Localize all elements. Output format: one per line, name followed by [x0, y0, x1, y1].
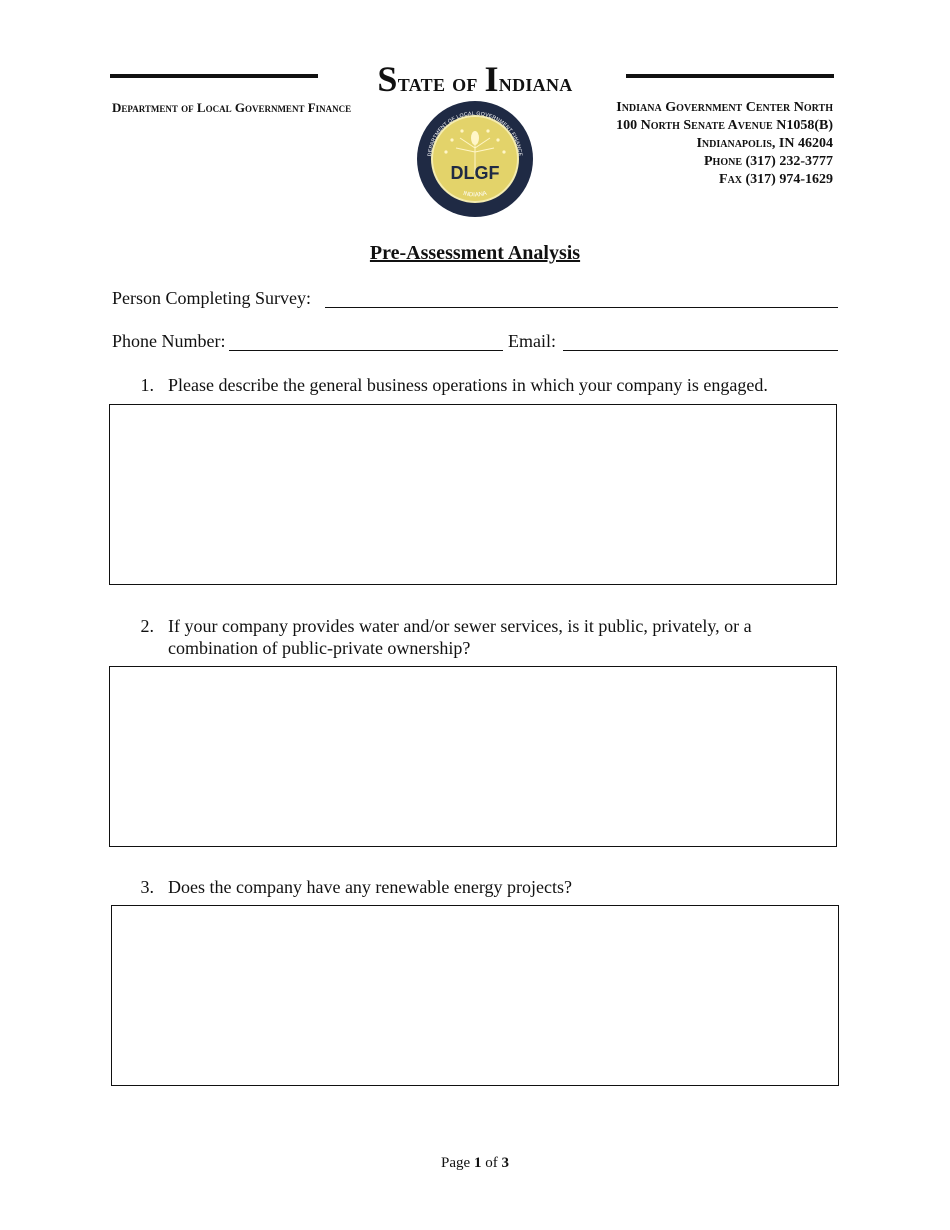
address-line-2: 100 North Senate Avenue N1058(B)	[616, 118, 833, 133]
department-name: Department of Local Government Finance	[112, 100, 352, 115]
address-line-1: Indiana Government Center North	[616, 100, 833, 115]
seal-center-text: DLGF	[450, 163, 500, 183]
question-2-text: If your company provides water and/or sewer services, is it public, privately, or a combination of public-private ownership?	[168, 616, 752, 658]
address-phone: Phone (317) 232-3777	[704, 154, 833, 169]
person-completing-field[interactable]	[325, 287, 838, 308]
page-number: Page 1 of 3	[441, 1155, 509, 1171]
person-completing-label: Person Completing Survey:	[112, 288, 311, 308]
phone-number-field[interactable]	[229, 330, 503, 351]
question-2-number: 2.	[140, 616, 154, 636]
email-label: Email:	[508, 331, 556, 351]
question-3-text: Does the company have any renewable energy projects?	[168, 877, 572, 897]
question-2-answer-box[interactable]	[109, 666, 837, 847]
header-rule-right	[626, 74, 834, 78]
form-title: Pre-Assessment Analysis	[369, 242, 581, 264]
question-3-number: 3.	[140, 877, 154, 897]
question-1-number: 1.	[140, 375, 154, 395]
seal-ring-bottom-text: INDIANA	[462, 190, 488, 199]
question-1-text: Please describe the general business operations in which your company is engaged.	[168, 375, 768, 395]
phone-number-label: Phone Number:	[112, 331, 226, 351]
header-rule-left	[110, 74, 318, 78]
address-line-3: Indianapolis, IN 46204	[696, 136, 833, 151]
seal-ring-top-text: DEPARTMENT OF LOCAL GOVERNMENT FINANCE	[427, 110, 523, 157]
address-fax: Fax (317) 974-1629	[719, 172, 833, 187]
email-field[interactable]	[563, 330, 838, 351]
question-3-answer-box[interactable]	[111, 905, 839, 1086]
state-title: State of Indiana	[377, 59, 573, 99]
question-1-answer-box[interactable]	[109, 404, 837, 585]
agency-address	[616, 99, 833, 189]
dlgf-seal-logo	[416, 100, 534, 218]
